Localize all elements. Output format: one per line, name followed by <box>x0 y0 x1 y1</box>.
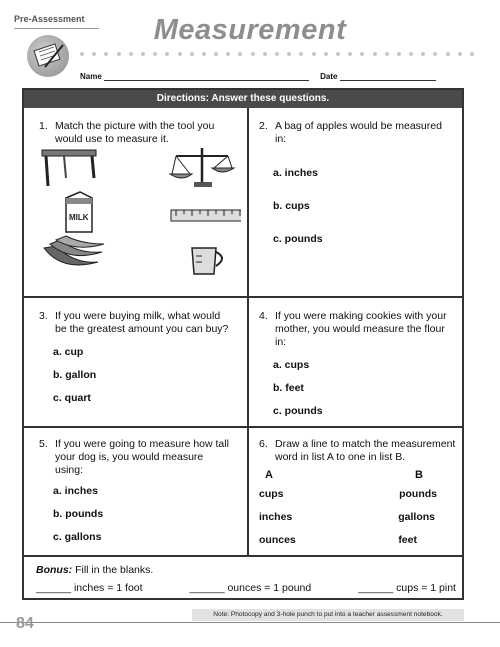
question-3 <box>39 310 234 405</box>
question-5-option-c[interactable]: c. gallons <box>53 531 102 543</box>
directions-bar: Directions: Answer these questions. <box>24 90 462 108</box>
question-3-option-b[interactable]: b. gallon <box>53 369 97 381</box>
question-6-text: Draw a line to match the measurement word in list A to one in list B. <box>275 438 456 463</box>
question-2-text: A bag of apples would be measured in: <box>275 120 442 145</box>
footer-rule <box>0 622 500 623</box>
bonus-text: Fill in the blanks. <box>75 564 154 576</box>
question-4-text: If you were making cookies with your mother, you would measure the flour in: <box>275 310 447 348</box>
name-field[interactable] <box>104 72 309 81</box>
list-a-item-1[interactable]: cups <box>259 488 284 500</box>
question-5-text: If you were going to measure how tall your dog is, you would measure using: <box>55 438 229 476</box>
ruler-picture[interactable] <box>171 210 241 221</box>
list-a-item-3[interactable]: ounces <box>259 534 296 546</box>
question-3-text: If you were buying milk, what would be the greatest amount you can buy? <box>55 310 229 335</box>
question-3-option-c[interactable]: c. quart <box>53 392 91 404</box>
name-label: Name <box>80 72 102 81</box>
question-4-option-a[interactable]: a. cups <box>273 359 310 371</box>
row-divider-3 <box>24 555 462 557</box>
question-6 <box>259 438 457 547</box>
bonus-line <box>36 564 153 576</box>
dotted-divider <box>80 52 474 56</box>
question-1-number: 1. <box>39 120 48 132</box>
bonus-label: Bonus: <box>36 564 73 576</box>
bonus-blank-cups[interactable]: ______ cups = 1 pint <box>358 582 456 594</box>
question-2-option-a[interactable]: a. inches <box>273 167 318 179</box>
question-3-option-a[interactable]: a. cup <box>53 346 84 358</box>
measuring-cup-picture[interactable] <box>192 248 222 274</box>
bonus-blanks <box>36 582 456 594</box>
list-b-heading: B <box>415 469 423 481</box>
pre-assessment-label: Pre-Assessment <box>14 14 85 24</box>
list-a-heading: A <box>265 469 273 481</box>
photocopy-note: Note: Photocopy and 3-hole punch to put into a teacher assessment notebook. <box>192 609 464 621</box>
row-divider-2 <box>24 426 462 428</box>
question-4-option-c[interactable]: c. pounds <box>273 405 323 417</box>
row-divider-1 <box>24 296 462 298</box>
question-1-pictures <box>36 148 241 288</box>
balance-scale-picture[interactable] <box>170 148 234 187</box>
question-4-option-b[interactable]: b. feet <box>273 382 304 394</box>
question-5-option-b[interactable]: b. pounds <box>53 508 104 520</box>
question-1-text: Match the picture with the tool you would use to measure it. <box>55 120 215 145</box>
question-4-number: 4. <box>259 310 268 322</box>
page-title: Measurement <box>153 14 347 46</box>
column-divider <box>247 108 249 555</box>
question-2-number: 2. <box>259 120 268 132</box>
question-2 <box>259 120 454 246</box>
question-3-number: 3. <box>39 310 48 322</box>
question-4 <box>259 310 454 418</box>
date-field[interactable] <box>340 72 436 81</box>
list-b-item-1[interactable]: pounds <box>399 488 437 500</box>
list-b-item-2[interactable]: gallons <box>398 511 435 523</box>
list-b-item-3[interactable]: feet <box>398 534 417 546</box>
list-a-item-2[interactable]: inches <box>259 511 293 523</box>
bananas-picture[interactable] <box>44 236 104 265</box>
question-2-option-c[interactable]: c. pounds <box>273 233 323 245</box>
question-5-number: 5. <box>39 438 48 450</box>
question-6-number: 6. <box>259 438 268 450</box>
question-1 <box>39 120 234 146</box>
table-picture[interactable] <box>42 150 96 186</box>
bonus-blank-ounces[interactable]: ______ ounces = 1 pound <box>189 582 312 594</box>
question-sheet <box>22 88 464 600</box>
milk-carton-picture[interactable] <box>66 192 92 232</box>
bonus-blank-inches[interactable]: ______ inches = 1 foot <box>36 582 143 594</box>
question-5-option-a[interactable]: a. inches <box>53 485 98 497</box>
question-2-option-b[interactable]: b. cups <box>273 200 310 212</box>
date-label: Date <box>320 72 338 81</box>
milk-label: MILK <box>69 213 89 222</box>
name-date-line <box>80 72 436 81</box>
question-5 <box>39 438 234 544</box>
page-number: 84 <box>16 615 34 632</box>
